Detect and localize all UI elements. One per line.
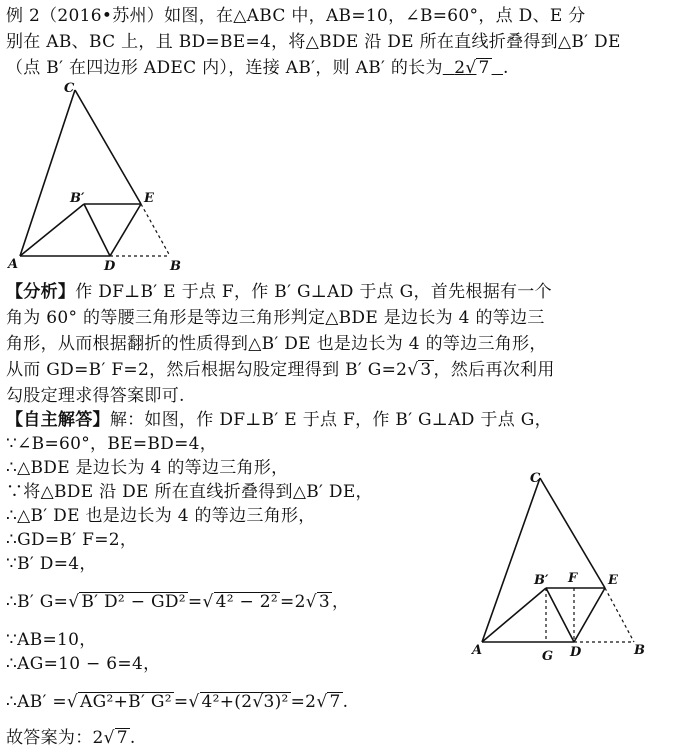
analysis-line-1 (6, 280, 552, 304)
fig1-edge-bp-d (84, 204, 110, 256)
solution-line-8: ∴B′ G=√ B′ D² − GD² =√ 4² − 2² =2√ 3 ， (6, 592, 350, 612)
fig2-label-e: E (608, 573, 618, 588)
solution-line-11-eq-1: = (173, 692, 189, 712)
fig1-label-c: C (64, 81, 75, 96)
problem-line-1: 例 2（2016•苏州）如图，在△ABC 中，AB=10，∠B=60°，点 D、E 分 (6, 6, 586, 26)
solution-line-11-prefix: ∴AB′ = (6, 692, 67, 712)
fig1-dashed-eb (141, 204, 170, 256)
solution-line-8-radical-2: 4² − 2² (215, 592, 279, 612)
fig2-edge-de (574, 588, 605, 642)
fig2-dashed-eb (605, 588, 634, 642)
solution-line-11-radical-3: 7 (329, 692, 341, 712)
analysis-line-5: 勾股定理求得答案即可. (6, 386, 185, 406)
figure-1 (0, 78, 200, 273)
solution-line-2: ∵∠B=60°，BE=BD=4， (6, 434, 218, 454)
figure-2 (470, 468, 680, 668)
fig2-label-b: B (634, 643, 645, 658)
solution-line-6: ∴GD=B′ F=2， (6, 530, 138, 550)
answer-radicand: 7 (478, 58, 490, 78)
analysis-line-1-text: 作 DF⊥B′ E 于点 F，作 B′ G⊥AD 于点 G，首先根据有一个 (75, 282, 552, 302)
problem-line-3-prefix: （点 B′ 在四边形 ADEC 内），连接 AB′，则 AB′ 的长为 (6, 58, 443, 78)
solution-line-8-eq-1: = (187, 592, 203, 612)
fig2-label-d: D (570, 645, 582, 660)
analysis-line-4-prefix: 从而 GD=B′ F=2，然后根据勾股定理得到 B′ G=2 (6, 360, 408, 380)
answer-blank: 2√ 7 (454, 58, 490, 78)
solution-line-11-radical-2: 4²+(2√3)² (201, 692, 289, 712)
solution-line-7: ∵B′ D=4， (6, 554, 97, 574)
solution-line-8-radical-1: B′ D² − GD² (81, 592, 186, 612)
fig1-edge-ce (75, 90, 141, 204)
analysis-heading: 【分析】 (6, 282, 76, 302)
analysis-line-4: 从而 GD=B′ F=2，然后根据勾股定理得到 B′ G=2√ 3 ，然后再次利用 (6, 360, 555, 380)
solution-final-suffix: . (129, 728, 136, 748)
solution-final-radicand: 7 (116, 728, 128, 748)
solution-line-3: ∴△BDE 是边长为 4 的等边三角形， (6, 458, 289, 478)
solution-final-prefix: 故答案为：2 (6, 728, 104, 748)
fig1-label-a: A (8, 257, 19, 272)
solution-line-4: ∵将△BDE 沿 DE 所在直线折叠得到△B′ DE， (6, 482, 373, 502)
fig2-label-f: F (568, 571, 578, 586)
fig2-label-g: G (542, 649, 554, 664)
solution-line-11-radical-1: AG²+B′ G² (80, 692, 172, 712)
analysis-line-4-suffix: ，然后再次利用 (433, 360, 555, 380)
fig2-edge-bp-d (546, 588, 574, 642)
solution-line-1-text: 解：如图，作 DF⊥B′ E 于点 F，作 B′ G⊥AD 于点 G， (109, 410, 552, 430)
problem-line-3 (6, 56, 509, 80)
fig1-edge-ac (20, 90, 75, 256)
analysis-line-2: 角为 60° 的等腰三角形是等边三角形判定△BDE 是边长为 4 的等边三 (6, 308, 545, 328)
solution-line-8-suffix: ， (331, 592, 350, 612)
solution-line-11-eq-2: =2 (290, 692, 317, 712)
fig1-label-e: E (144, 191, 154, 206)
fig1-label-d: D (104, 259, 116, 273)
solution-line-8-eq-2: =2 (280, 592, 306, 612)
fig1-label-b: B (170, 259, 181, 273)
solution-final-line: 故答案为：2√ 7 . (6, 728, 136, 748)
solution-line-11: ∴AB′ =√ AG²+B′ G² =√ 4²+(2√3)² =2√ 7 . (6, 692, 349, 712)
solution-line-8-prefix: ∴B′ G= (6, 592, 69, 612)
analysis-radicand: 3 (420, 360, 432, 380)
solution-line-11-suffix: . (342, 692, 349, 712)
fig1-edge-ab-prime (20, 204, 84, 256)
solution-heading: 【自主解答】 (6, 410, 110, 430)
fig2-label-b-prime: B′ (534, 573, 549, 588)
fig2-label-c: C (530, 471, 541, 486)
fig2-label-a: A (472, 643, 483, 658)
answer-coef: 2 (454, 58, 466, 78)
solution-line-9: ∵AB=10， (6, 630, 97, 650)
analysis-line-3: 角形，从而根据翻折的性质得到△B′ DE 也是边长为 4 的等边三角形， (6, 334, 547, 354)
solution-line-5: ∴△B′ DE 也是边长为 4 的等边三角形， (6, 506, 316, 526)
solution-line-1 (6, 408, 552, 432)
fig1-edge-de (110, 204, 141, 256)
problem-line-3-suffix: . (503, 58, 509, 78)
solution-line-10: ∴AG=10 − 6=4， (6, 654, 161, 674)
fig1-label-b-prime: B′ (70, 191, 85, 206)
problem-line-2: 别在 AB、BC 上，且 BD=BE=4，将△BDE 沿 DE 所在直线折叠得到△B′ DE (6, 32, 621, 52)
solution-line-8-radical-3: 3 (318, 592, 330, 612)
